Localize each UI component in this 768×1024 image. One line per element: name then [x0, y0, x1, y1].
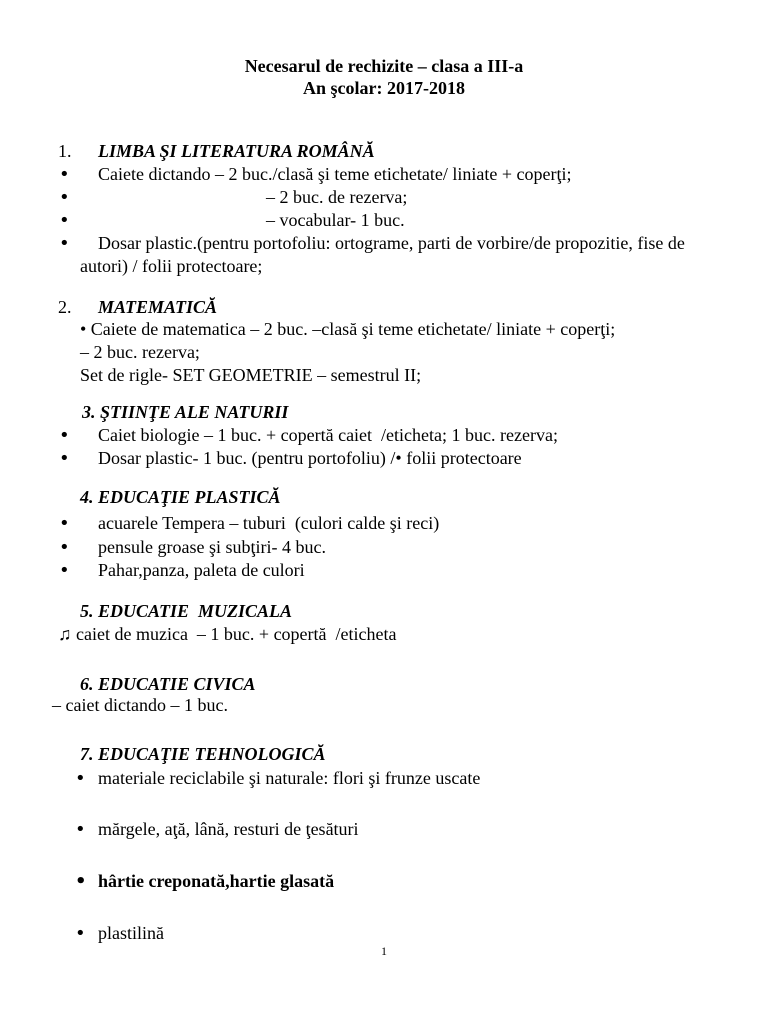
list-item: plastilină — [98, 923, 164, 943]
list-item: Dosar plastic.(pentru portofoliu: ortograme, parti de vorbire/de propozitie, fise de — [98, 233, 685, 253]
list-item: hârtie creponată,hartie glasată — [98, 871, 335, 891]
bullet-icon: • — [59, 425, 70, 446]
list-item: pensule groase şi subţiri- 4 buc. — [98, 537, 326, 557]
bullet-icon: • — [59, 537, 70, 558]
bullet-icon: • — [75, 871, 87, 892]
section-heading: 6. EDUCATIE CIVICA — [80, 674, 256, 694]
section-heading: 3. ŞTIINŢE ALE NATURII — [82, 402, 289, 422]
list-item: mărgele, aţă, lână, resturi de ţesături — [98, 819, 359, 839]
bullet-icon: • — [59, 560, 70, 581]
list-item-continuation: autori) / folii protectoare; — [80, 256, 263, 276]
bullet-icon: • — [59, 187, 70, 208]
section-heading: MATEMATICĂ — [98, 297, 218, 317]
school-year: An şcolar: 2017-2018 — [303, 78, 465, 98]
bullet-icon: • — [75, 923, 86, 944]
list-item: Set de rigle- SET GEOMETRIE – semestrul II; — [80, 365, 422, 385]
list-item: – 2 buc. rezerva; — [80, 342, 200, 362]
list-item: • Caiete de matematica – 2 buc. –clasă şi teme etichetate/ liniate + coperţi; — [80, 319, 616, 339]
section-heading: LIMBA ŞI LITERATURA ROMÂNĂ — [98, 141, 375, 161]
bullet-icon: • — [59, 210, 70, 231]
list-item: Pahar,panza, paleta de culori — [98, 560, 305, 580]
section-heading: 4. EDUCAŢIE PLASTICĂ — [80, 487, 281, 507]
bullet-icon: • — [59, 448, 70, 469]
list-item: Dosar plastic- 1 buc. (pentru portofoliu) /• folii protectoare — [98, 448, 522, 468]
list-item: – 2 buc. de rezerva; — [266, 187, 408, 207]
section-number: 2. — [58, 297, 72, 317]
list-item: ♫ caiet de muzica – 1 buc. + copertă /eticheta — [58, 624, 397, 644]
list-item: – vocabular- 1 buc. — [266, 210, 405, 230]
list-item: Caiet biologie – 1 buc. + copertă caiet /eticheta; 1 buc. rezerva; — [98, 425, 558, 445]
list-item: – caiet dictando – 1 buc. — [52, 695, 228, 715]
list-item: Caiete dictando – 2 buc./clasă şi teme etichetate/ liniate + coperţi; — [98, 164, 572, 184]
section-heading: 5. EDUCATIE MUZICALA — [80, 601, 293, 621]
section-heading: 7. EDUCAŢIE TEHNOLOGICĂ — [80, 744, 326, 764]
list-item: materiale reciclabile şi naturale: flori şi frunze uscate — [98, 768, 481, 788]
bullet-icon: • — [75, 768, 86, 789]
page-number: 1 — [381, 944, 387, 958]
section-number: 1. — [58, 141, 72, 161]
bullet-icon: • — [59, 233, 70, 254]
bullet-icon: • — [59, 164, 70, 185]
document-title: Necesarul de rechizite – clasa a III-a — [244, 56, 524, 76]
list-item: acuarele Tempera – tuburi (culori calde şi reci) — [98, 513, 440, 533]
bullet-icon: • — [59, 513, 70, 534]
bullet-icon: • — [75, 819, 86, 840]
